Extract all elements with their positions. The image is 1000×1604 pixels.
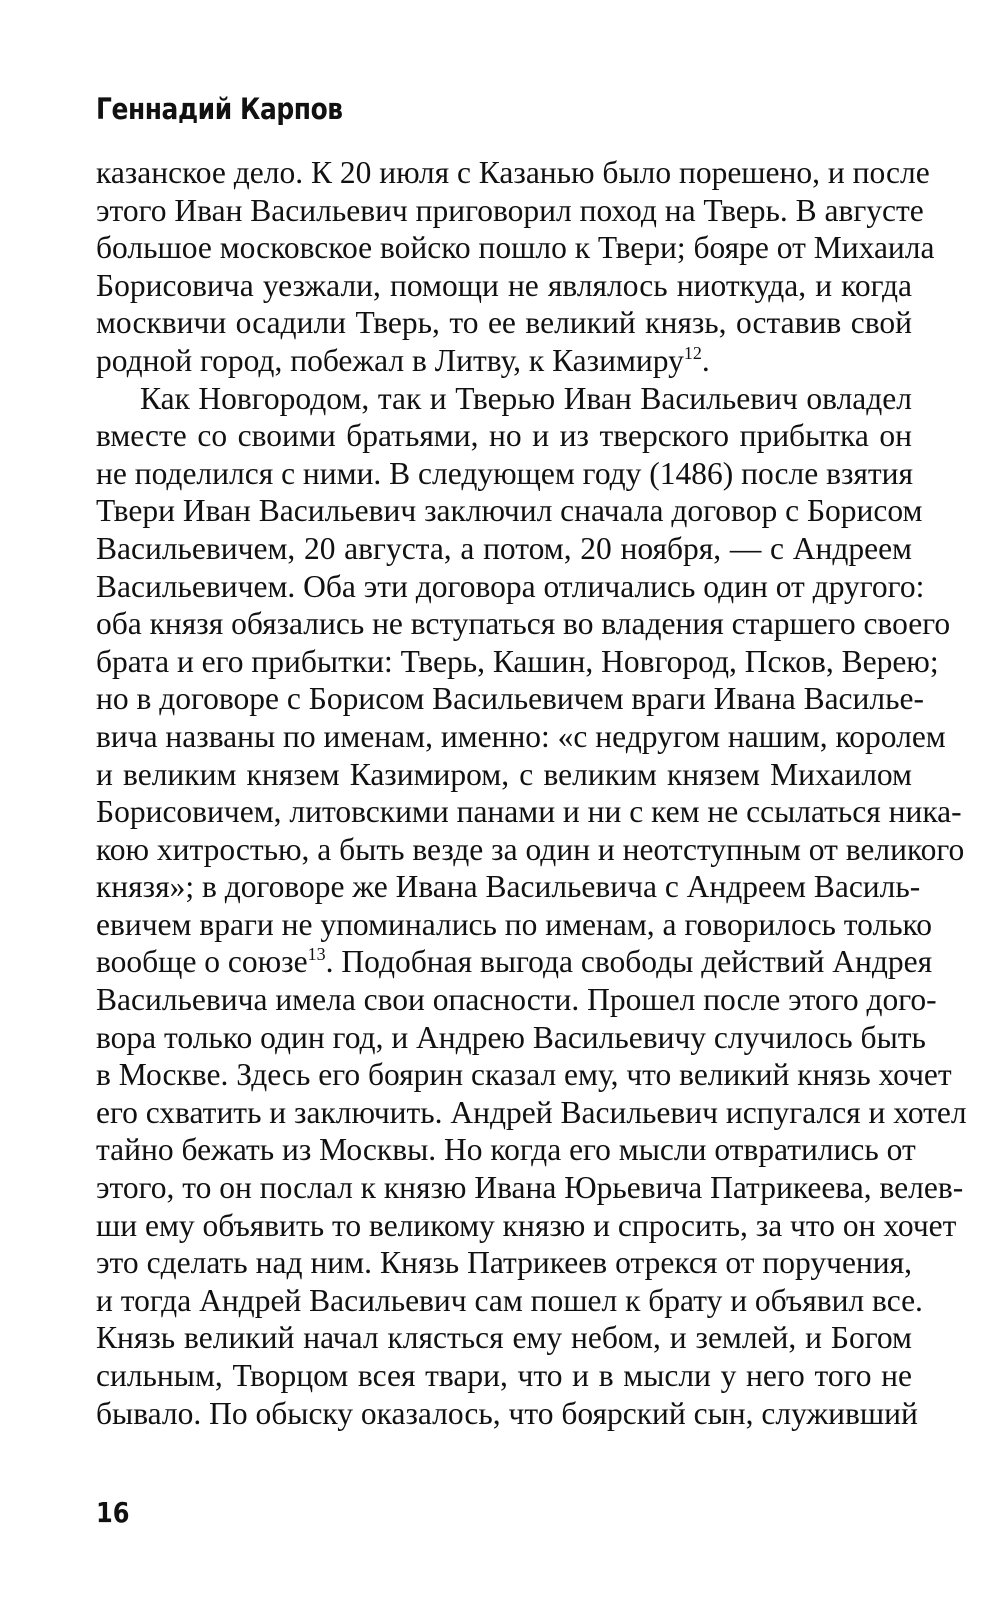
text-line: вора только один год, и Андрею Васильевичу случилось быть [96,1019,926,1055]
text-line: но в договоре с Борисом Васильевичем враги Ивана Василье- [96,681,924,717]
text-line: и тогда Андрей Васильевич сам пошел к брату и объявил все. [96,1282,923,1318]
text-line: Князь великий начал клясться ему небом, и землей, и Богом [96,1320,912,1356]
text-line: вича названы по именам, именно: «с недругом нашим, королем [96,718,946,754]
text-line: большое московское войско пошло к Твери; бояре от Михаила [96,230,935,266]
text-line: Васильевичем. Оба эти договора отличались один от другого: [96,568,925,604]
text-line: Борисовичем, литовскими панами и ни с кем не ссылаться ника- [96,794,962,830]
text-line: евичем враги не упоминались по именам, а говорилось только [96,906,933,942]
text-fragment: . [701,342,710,378]
text-line: не поделился с ними. В следующем году (1486) после взятия [96,455,914,491]
text-line: Борисовича уезжали, помощи не являлось ниоткуда, и когда [96,267,912,303]
text-line: бывало. По обыску оказалось, что боярский сын, служивший [96,1395,918,1431]
text-line: Васильевича имела свои опасности. Прошел после этого дого- [96,982,937,1018]
page-body-text [96,154,967,1432]
footnote-ref-13: 13 [307,944,326,965]
text-line: кою хитростью, а быть везде за один и неотступным от великого [96,831,965,867]
text-fragment: вообще о союзе [96,944,308,980]
text-line: Твери Иван Васильевич заключил сначала договор с Борисом [96,493,923,529]
running-header-author: Геннадий Карпов [96,92,343,126]
text-line: его схватить и заключить. Андрей Васильевич испугался и хотел [96,1094,967,1130]
footnote-ref-12: 12 [683,342,702,363]
text-line-with-footnote [96,943,933,981]
text-line: князя»; в договоре же Ивана Васильевича с Андреем Василь- [96,869,921,905]
text-line: вместе со своими братьями, но и из тверского прибытка он [96,418,912,454]
text-line: Как Новгородом, так и Тверью Иван Васильевич овладел [140,380,912,416]
page-number: 16 [96,1496,130,1529]
text-line: тайно бежать из Москвы. Но когда его мысли отвратились от [96,1132,916,1168]
text-fragment: . Подобная выгода свободы действий Андрея [325,944,933,980]
text-line: этого, то он послал к князю Ивана Юрьевича Патрикеева, велев- [96,1170,964,1206]
text-line: в Москве. Здесь его боярин сказал ему, что великий князь хочет [96,1057,952,1093]
text-line-with-footnote [96,342,912,380]
text-line: этого Иван Васильевич приговорил поход на Тверь. В августе [96,192,924,228]
text-line: сильным, Творцом всея твари, что и в мысли у него того не [96,1358,912,1393]
text-line: москвичи осадили Тверь, то ее великий князь, оставив свой [96,305,912,341]
text-line: Васильевичем, 20 августа, а потом, 20 ноября, — с Андреем [96,530,912,566]
text-line: оба князя обязались не вступаться во владения старшего своего [96,606,951,642]
text-line: казанское дело. К 20 июля с Казанью было порешено, и после [96,155,930,190]
text-line: это сделать над ним. Князь Патрикеев отрекся от поручения, [96,1245,912,1281]
text-line: и великим князем Казимиром, с великим князем Михаилом [96,756,912,792]
text-fragment: родной город, побежал в Литву, к Казимиру [96,342,684,378]
text-line: брата и его прибытки: Тверь, Кашин, Новгород, Псков, Верею; [96,643,939,679]
text-line: ши ему объявить то великому князю и спросить, за что он хочет [96,1207,957,1243]
